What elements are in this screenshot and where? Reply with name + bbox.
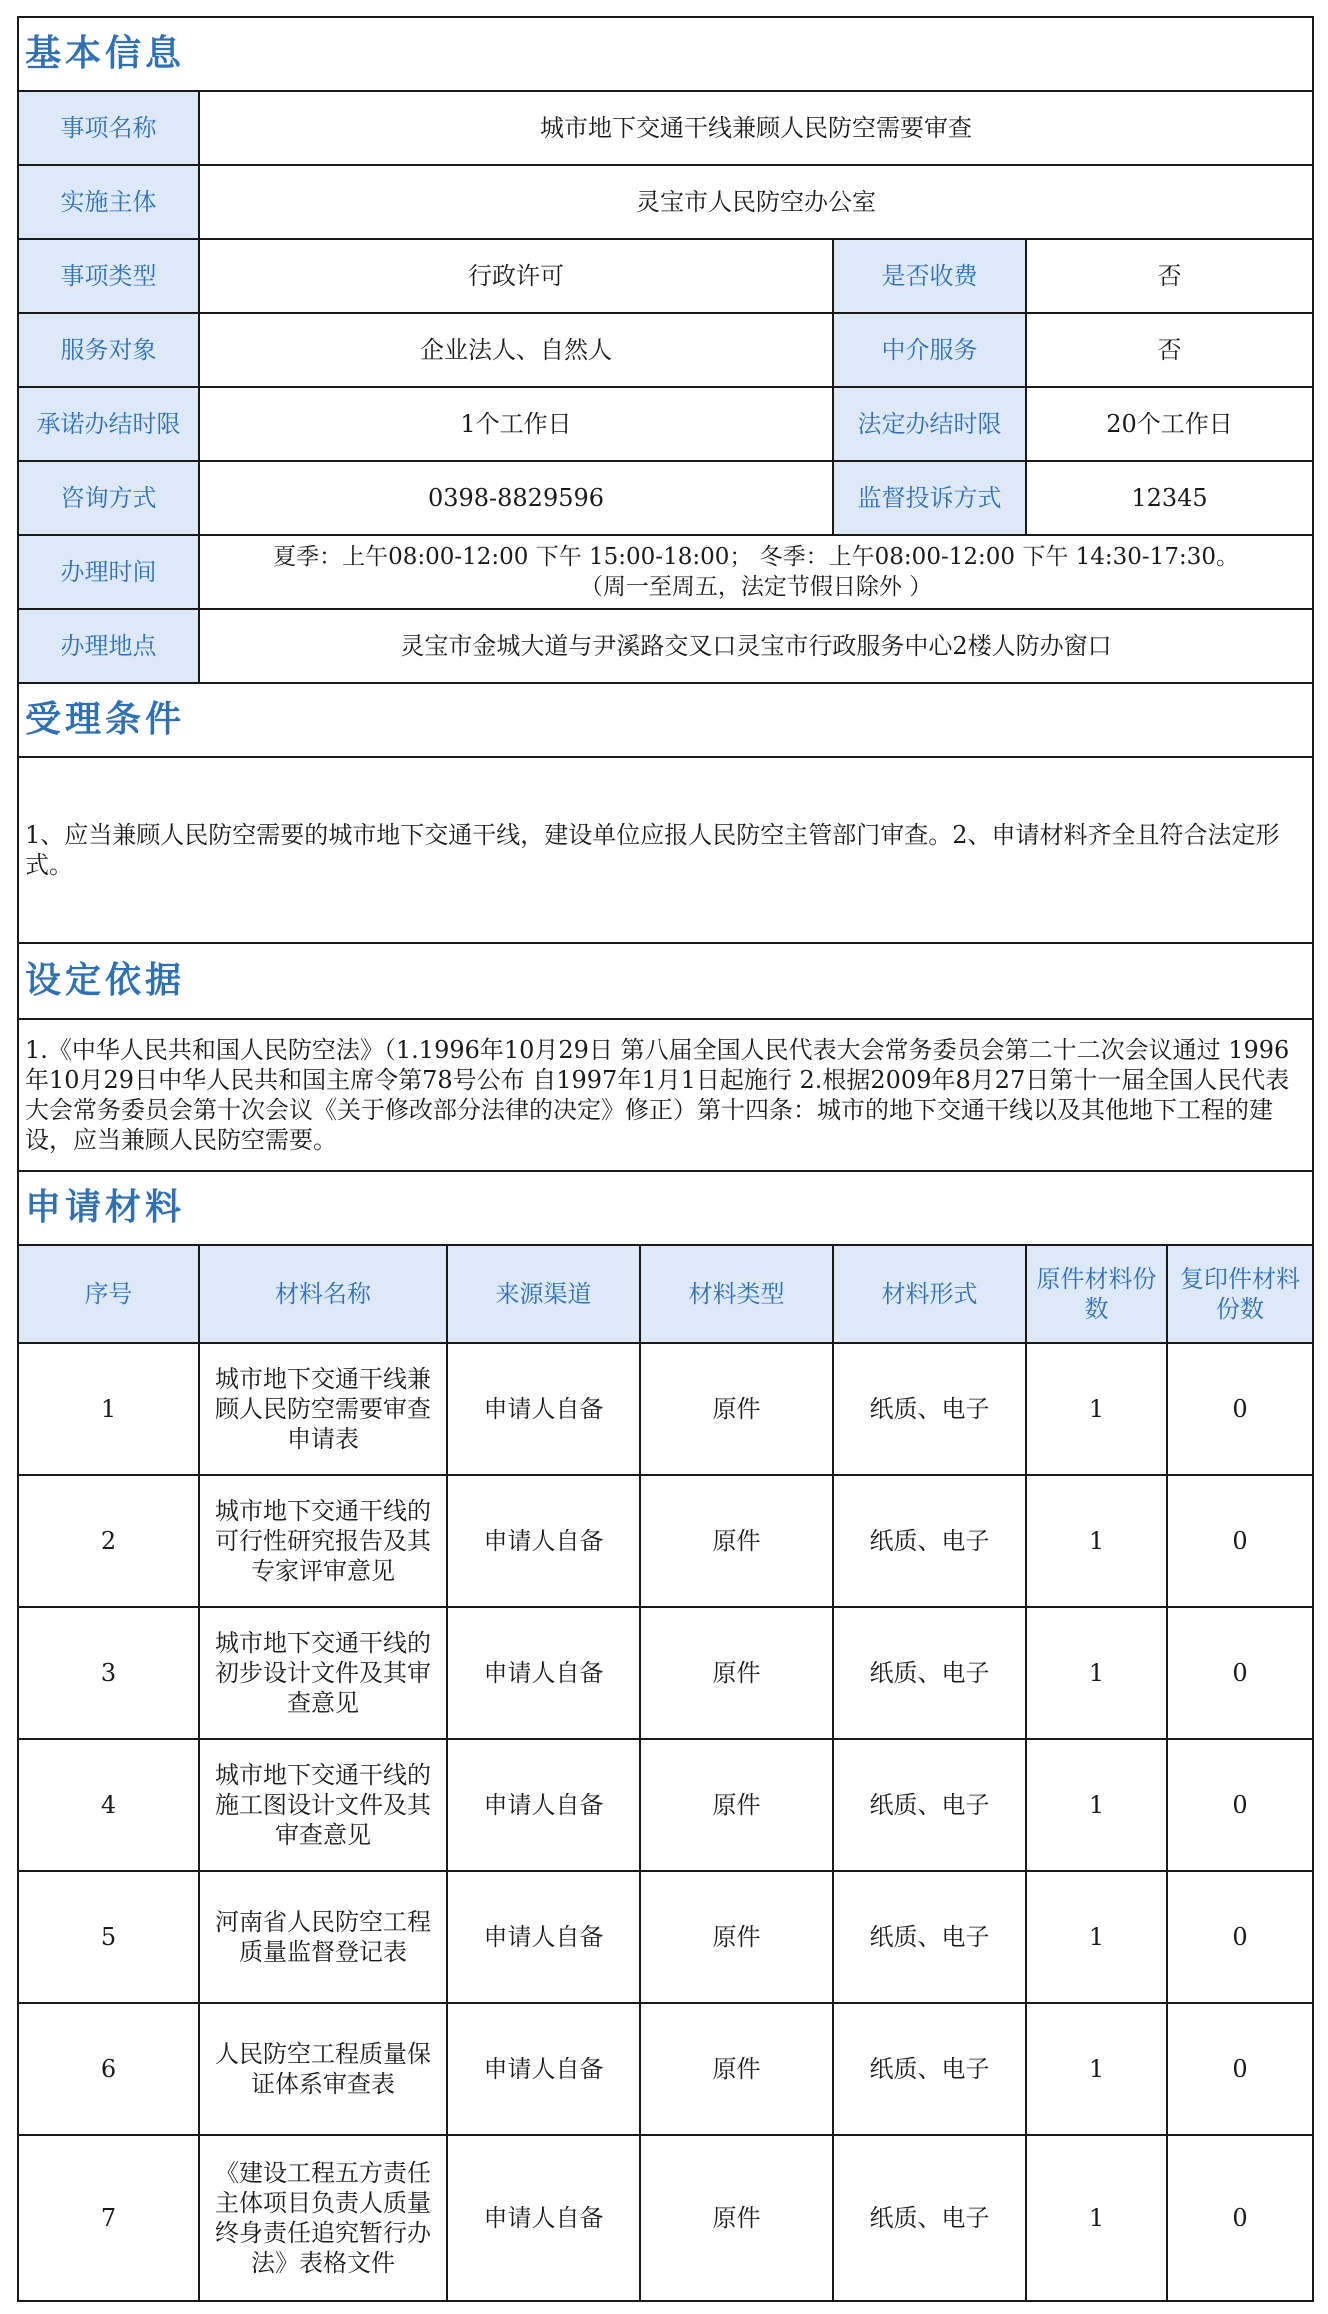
cell-no: 3 (18, 1607, 199, 1739)
cell-type: 原件 (640, 1343, 833, 1475)
cell-copy-count: 0 (1167, 1343, 1313, 1475)
section-title-materials: 申请材料 (18, 1171, 1313, 1245)
cell-copy-count: 0 (1167, 1739, 1313, 1871)
label-hours: 办理时间 (18, 535, 199, 609)
cell-original-count: 1 (1026, 1607, 1167, 1739)
info-table (17, 16, 1314, 2302)
value-location: 灵宝市金城大道与尹溪路交叉口灵宝市行政服务中心2楼人防办窗口 (199, 609, 1313, 683)
value-item-name: 城市地下交通干线兼顾人民防空需要审查 (199, 91, 1313, 165)
cell-source: 申请人自备 (447, 1739, 640, 1871)
label-item-name: 事项名称 (18, 91, 199, 165)
label-agency: 中介服务 (833, 313, 1026, 387)
cell-material-name: 城市地下交通干线的可行性研究报告及其专家评审意见 (199, 1475, 447, 1607)
header-name: 材料名称 (199, 1245, 447, 1343)
value-hours (199, 535, 1313, 609)
cell-form: 纸质、电子 (833, 1607, 1026, 1739)
cell-no: 7 (18, 2135, 199, 2301)
label-fee: 是否收费 (833, 239, 1026, 313)
header-type: 材料类型 (640, 1245, 833, 1343)
basis-text: 1.《中华人民共和国人民防空法》（1.1996年10月29日 第八届全国人民代表大会常务委员会第二十二次会议通过 1996年10月29日中华人民共和国主席令第78号公布 自1997年1月1日起施行 2.根据2009年8月27日第十一届全国人民代表大会常务委员会第十次会议《关于修改部分法律的决定》修正）第十四条：城市的地下交通干线以及其他地下工程的建设，应当兼顾人民防空需要。 (18, 1019, 1313, 1171)
cell-form: 纸质、电子 (833, 1343, 1026, 1475)
conditions-text: 1、应当兼顾人民防空需要的城市地下交通干线，建设单位应报人民防空主管部门审查。2、申请材料齐全且符合法定形式。 (18, 757, 1313, 943)
label-complaint: 监督投诉方式 (833, 461, 1026, 535)
value-subject: 灵宝市人民防空办公室 (199, 165, 1313, 239)
value-fee: 否 (1026, 239, 1313, 313)
table-row (18, 1475, 1313, 1607)
cell-type: 原件 (640, 1871, 833, 2003)
table-row (18, 1871, 1313, 2003)
table-row (18, 1343, 1313, 1475)
cell-form: 纸质、电子 (833, 1475, 1026, 1607)
cell-source: 申请人自备 (447, 2003, 640, 2135)
section-title-conditions: 受理条件 (18, 683, 1313, 757)
cell-type: 原件 (640, 2135, 833, 2301)
cell-type: 原件 (640, 1607, 833, 1739)
table-row (18, 2135, 1313, 2301)
cell-form: 纸质、电子 (833, 1739, 1026, 1871)
value-complaint-phone: 12345 (1026, 461, 1313, 535)
label-item-type: 事项类型 (18, 239, 199, 313)
label-subject: 实施主体 (18, 165, 199, 239)
cell-copy-count: 0 (1167, 1607, 1313, 1739)
header-source: 来源渠道 (447, 1245, 640, 1343)
label-consult: 咨询方式 (18, 461, 199, 535)
value-agency: 否 (1026, 313, 1313, 387)
cell-material-name: 人民防空工程质量保证体系审查表 (199, 2003, 447, 2135)
header-original-count: 原件材料份数 (1026, 1245, 1167, 1343)
label-location: 办理地点 (18, 609, 199, 683)
cell-no: 2 (18, 1475, 199, 1607)
cell-material-name: 城市地下交通干线的初步设计文件及其审查意见 (199, 1607, 447, 1739)
value-target: 企业法人、自然人 (199, 313, 833, 387)
cell-source: 申请人自备 (447, 1475, 640, 1607)
value-consult-phone: 0398-8829596 (199, 461, 833, 535)
cell-material-name: 城市地下交通干线的施工图设计文件及其审查意见 (199, 1739, 447, 1871)
cell-source: 申请人自备 (447, 1871, 640, 2003)
hours-line-1: 夏季：上午08:00-12:00 下午 15:00-18:00； 冬季：上午08:00-12:00 下午 14:30-17:30。 (273, 544, 1239, 570)
cell-no: 5 (18, 1871, 199, 2003)
cell-no: 1 (18, 1343, 199, 1475)
table-row (18, 1739, 1313, 1871)
cell-material-name: 河南省人民防空工程质量监督登记表 (199, 1871, 447, 2003)
label-promise-time: 承诺办结时限 (18, 387, 199, 461)
label-target: 服务对象 (18, 313, 199, 387)
cell-copy-count: 0 (1167, 1871, 1313, 2003)
cell-form: 纸质、电子 (833, 1871, 1026, 2003)
cell-type: 原件 (640, 2003, 833, 2135)
table-row (18, 1607, 1313, 1739)
header-no: 序号 (18, 1245, 199, 1343)
cell-copy-count: 0 (1167, 1475, 1313, 1607)
value-item-type: 行政许可 (199, 239, 833, 313)
cell-copy-count: 0 (1167, 2135, 1313, 2301)
cell-original-count: 1 (1026, 1343, 1167, 1475)
cell-type: 原件 (640, 1739, 833, 1871)
table-row (18, 2003, 1313, 2135)
cell-no: 4 (18, 1739, 199, 1871)
header-copy-count: 复印件材料份数 (1167, 1245, 1313, 1343)
cell-form: 纸质、电子 (833, 2003, 1026, 2135)
cell-source: 申请人自备 (447, 2135, 640, 2301)
cell-material-name: 《建设工程五方责任主体项目负责人质量终身责任追究暂行办法》表格文件 (199, 2135, 447, 2301)
value-legal-time: 20个工作日 (1026, 387, 1313, 461)
cell-original-count: 1 (1026, 1739, 1167, 1871)
cell-copy-count: 0 (1167, 2003, 1313, 2135)
cell-type: 原件 (640, 1475, 833, 1607)
value-promise-time: 1个工作日 (199, 387, 833, 461)
service-item-sheet (17, 16, 1312, 2302)
cell-original-count: 1 (1026, 2135, 1167, 2301)
cell-original-count: 1 (1026, 1871, 1167, 2003)
cell-source: 申请人自备 (447, 1343, 640, 1475)
cell-no: 6 (18, 2003, 199, 2135)
cell-form: 纸质、电子 (833, 2135, 1026, 2301)
cell-source: 申请人自备 (447, 1607, 640, 1739)
cell-material-name: 城市地下交通干线兼顾人民防空需要审查申请表 (199, 1343, 447, 1475)
label-legal-time: 法定办结时限 (833, 387, 1026, 461)
cell-original-count: 1 (1026, 2003, 1167, 2135)
header-form: 材料形式 (833, 1245, 1026, 1343)
section-title-basis: 设定依据 (18, 943, 1313, 1019)
cell-original-count: 1 (1026, 1475, 1167, 1607)
hours-line-2: （周一至周五，法定节假日除外 ） (579, 574, 933, 600)
section-title-basic: 基本信息 (18, 17, 1313, 91)
